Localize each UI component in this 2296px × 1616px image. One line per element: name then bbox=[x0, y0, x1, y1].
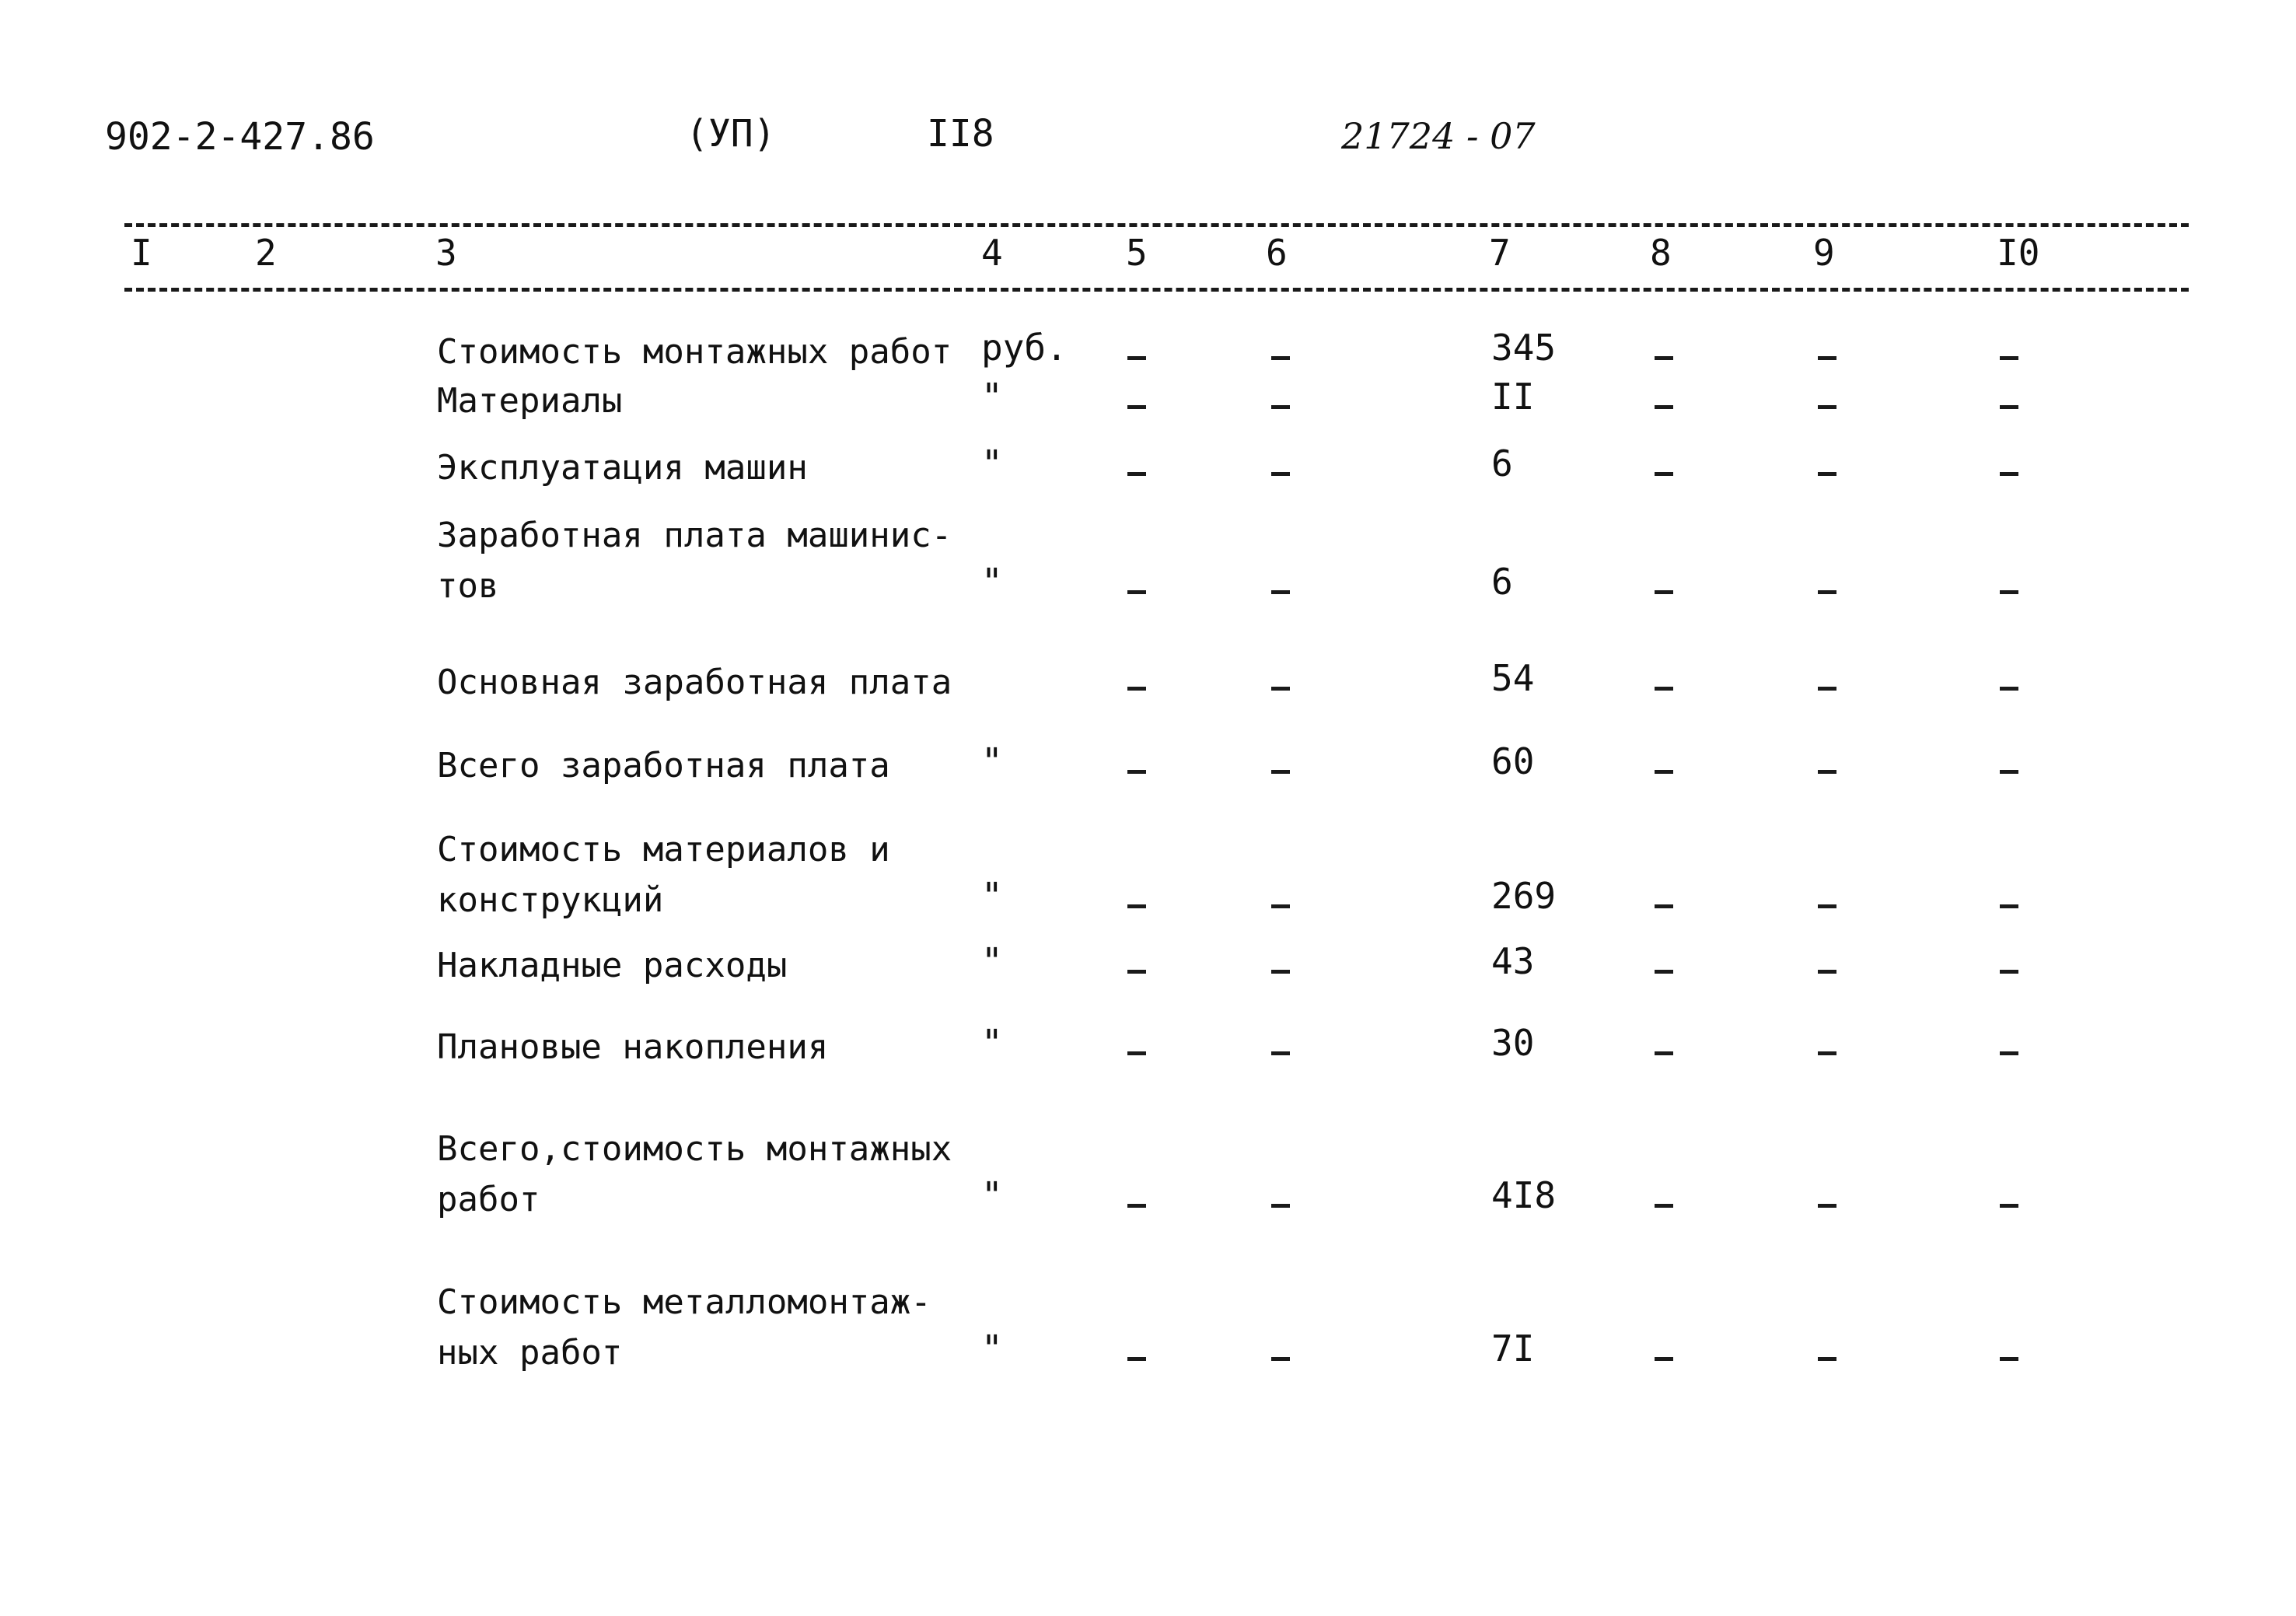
row-c10-dash bbox=[2000, 770, 2018, 774]
column-number-8: 8 bbox=[1650, 232, 1672, 274]
row-c5-dash bbox=[1127, 1357, 1146, 1361]
row-c8-dash bbox=[1655, 472, 1673, 476]
row-c6-dash bbox=[1271, 687, 1290, 691]
column-number-3: 3 bbox=[435, 232, 457, 274]
row-value-col7: 6 bbox=[1491, 442, 1513, 484]
row-description bbox=[437, 1124, 952, 1225]
row-description-line: ных работ bbox=[437, 1333, 623, 1373]
row-description bbox=[437, 442, 808, 493]
row-c6-dash bbox=[1271, 1204, 1290, 1208]
row-description-line: Заработная плата машинис- bbox=[437, 516, 952, 555]
row-c6-dash bbox=[1271, 472, 1290, 476]
row-c8-dash bbox=[1655, 1051, 1673, 1055]
row-description-line: Всего заработная плата bbox=[437, 746, 890, 785]
row-description bbox=[437, 1022, 828, 1072]
row-c8-dash bbox=[1655, 405, 1673, 409]
row-c5-dash bbox=[1127, 904, 1146, 908]
row-value-col7: II bbox=[1491, 376, 1535, 418]
row-description-line: Материалы bbox=[437, 381, 623, 421]
row-c6-dash bbox=[1271, 356, 1290, 360]
column-number-4: 4 bbox=[981, 232, 1003, 274]
row-c9-dash bbox=[1818, 356, 1836, 360]
row-c6-dash bbox=[1271, 770, 1290, 774]
row-value-col7: 43 bbox=[1491, 940, 1535, 982]
row-c9-dash bbox=[1818, 405, 1836, 409]
column-number-1: I bbox=[131, 232, 152, 274]
row-description-line: Эксплуатация машин bbox=[437, 448, 808, 488]
row-c5-dash bbox=[1127, 472, 1146, 476]
row-unit: " bbox=[981, 1327, 1003, 1369]
row-c5-dash bbox=[1127, 970, 1146, 974]
column-number-7: 7 bbox=[1489, 232, 1511, 274]
row-c10-dash bbox=[2000, 356, 2018, 360]
table-top-rule bbox=[124, 223, 2189, 227]
row-value-col7: 345 bbox=[1491, 327, 1557, 369]
row-unit: " bbox=[981, 442, 1003, 484]
row-description bbox=[437, 740, 890, 791]
row-description-line: конструкций bbox=[437, 880, 664, 920]
row-c8-dash bbox=[1655, 590, 1673, 594]
row-unit: " bbox=[981, 940, 1003, 982]
row-unit: " bbox=[981, 875, 1003, 917]
row-c5-dash bbox=[1127, 1051, 1146, 1055]
row-description-line: Плановые накопления bbox=[437, 1027, 829, 1067]
row-c8-dash bbox=[1655, 904, 1673, 908]
column-number-5: 5 bbox=[1126, 232, 1148, 274]
row-c5-dash bbox=[1127, 770, 1146, 774]
row-c10-dash bbox=[2000, 590, 2018, 594]
row-unit: " bbox=[981, 561, 1003, 603]
row-value-col7: 60 bbox=[1491, 740, 1535, 782]
row-unit: " bbox=[981, 1174, 1003, 1216]
row-c5-dash bbox=[1127, 356, 1146, 360]
row-c8-dash bbox=[1655, 970, 1673, 974]
row-description-line: Всего,стоимость монтажных bbox=[437, 1129, 952, 1169]
row-c6-dash bbox=[1271, 590, 1290, 594]
row-c9-dash bbox=[1818, 770, 1836, 774]
row-description bbox=[437, 657, 952, 708]
row-description bbox=[437, 327, 952, 377]
column-number-10: I0 bbox=[1997, 232, 2040, 274]
page-number: II8 bbox=[927, 112, 994, 156]
column-number-6: 6 bbox=[1266, 232, 1288, 274]
row-c9-dash bbox=[1818, 590, 1836, 594]
row-description bbox=[437, 376, 622, 426]
row-c8-dash bbox=[1655, 687, 1673, 691]
row-c9-dash bbox=[1818, 904, 1836, 908]
row-value-col7: 269 bbox=[1491, 875, 1557, 917]
row-c10-dash bbox=[2000, 904, 2018, 908]
row-c5-dash bbox=[1127, 590, 1146, 594]
row-description bbox=[437, 940, 787, 991]
row-c10-dash bbox=[2000, 405, 2018, 409]
row-c10-dash bbox=[2000, 1051, 2018, 1055]
row-c6-dash bbox=[1271, 1357, 1290, 1361]
row-c9-dash bbox=[1818, 472, 1836, 476]
row-c9-dash bbox=[1818, 1357, 1836, 1361]
row-unit: " bbox=[981, 740, 1003, 782]
row-c9-dash bbox=[1818, 970, 1836, 974]
row-c8-dash bbox=[1655, 356, 1673, 360]
row-description bbox=[437, 1277, 931, 1378]
document-code: 902-2-427.86 bbox=[105, 115, 375, 159]
row-c5-dash bbox=[1127, 405, 1146, 409]
row-c5-dash bbox=[1127, 1204, 1146, 1208]
row-description-line: Основная заработная плата bbox=[437, 663, 952, 702]
row-c5-dash bbox=[1127, 687, 1146, 691]
row-c9-dash bbox=[1818, 687, 1836, 691]
row-c6-dash bbox=[1271, 405, 1290, 409]
row-value-col7: 54 bbox=[1491, 657, 1535, 699]
row-value-col7: 30 bbox=[1491, 1022, 1535, 1064]
row-c8-dash bbox=[1655, 1357, 1673, 1361]
handwritten-number: 21724 - 07 bbox=[1341, 115, 1536, 157]
row-c9-dash bbox=[1818, 1051, 1836, 1055]
row-value-col7: 4I8 bbox=[1491, 1174, 1557, 1216]
row-c9-dash bbox=[1818, 1204, 1836, 1208]
row-unit: " bbox=[981, 376, 1003, 418]
row-description-line: Стоимость материалов и bbox=[437, 830, 890, 869]
row-c10-dash bbox=[2000, 1204, 2018, 1208]
row-c10-dash bbox=[2000, 472, 2018, 476]
row-c6-dash bbox=[1271, 1051, 1290, 1055]
row-value-col7: 6 bbox=[1491, 561, 1513, 603]
row-c8-dash bbox=[1655, 1204, 1673, 1208]
row-c6-dash bbox=[1271, 970, 1290, 974]
row-c8-dash bbox=[1655, 770, 1673, 774]
row-description bbox=[437, 824, 890, 925]
row-c10-dash bbox=[2000, 1357, 2018, 1361]
row-description bbox=[437, 510, 952, 611]
row-c6-dash bbox=[1271, 904, 1290, 908]
column-number-9: 9 bbox=[1813, 232, 1835, 274]
row-description-line: Стоимость металломонтаж- bbox=[437, 1282, 931, 1322]
table-header-bottom-rule bbox=[124, 288, 2189, 292]
row-c10-dash bbox=[2000, 970, 2018, 974]
row-description-line: Стоимость монтажных работ bbox=[437, 332, 952, 372]
row-description-line: Накладные расходы bbox=[437, 946, 788, 985]
row-c10-dash bbox=[2000, 687, 2018, 691]
row-description-line: тов bbox=[437, 566, 499, 606]
row-value-col7: 7I bbox=[1491, 1327, 1535, 1369]
row-unit: руб. bbox=[981, 327, 1068, 369]
row-unit: " bbox=[981, 1022, 1003, 1064]
row-description-line: работ bbox=[437, 1180, 540, 1219]
column-number-2: 2 bbox=[255, 232, 277, 274]
document-series: (УП) bbox=[686, 112, 776, 156]
